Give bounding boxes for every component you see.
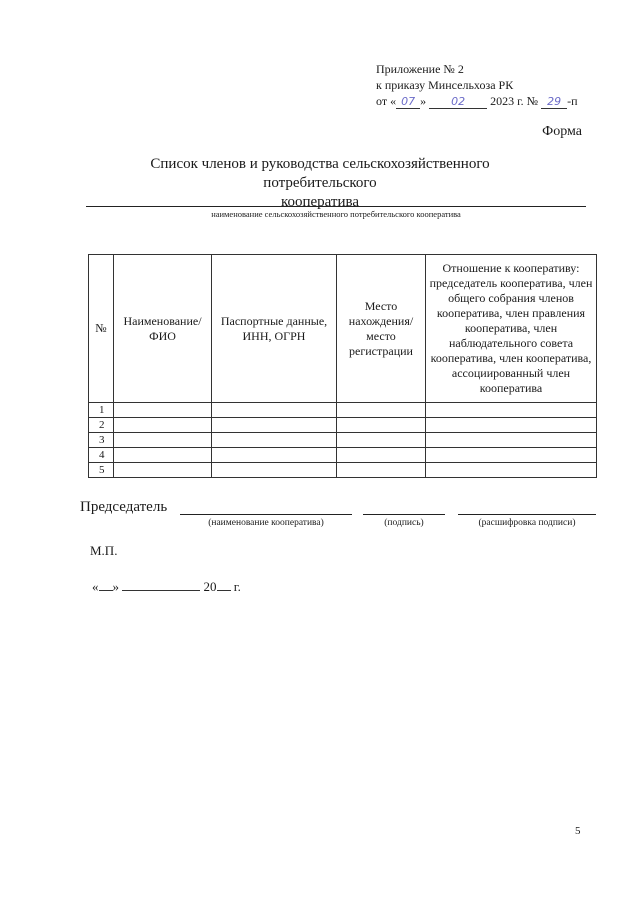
order-date-line (376, 93, 578, 109)
date-year-prefix: 20 (203, 579, 217, 594)
cell-location[interactable] (337, 433, 426, 448)
cooperative-name-caption-sig: (наименование кооператива) (208, 518, 324, 528)
cell-relation[interactable] (426, 463, 597, 478)
cell-passport[interactable] (212, 448, 337, 463)
appendix-block (376, 61, 578, 109)
table-row (89, 433, 597, 448)
page-number: 5 (575, 825, 581, 837)
table-row (89, 403, 597, 418)
table-header-row (89, 255, 597, 403)
signature-caption: (подпись) (384, 518, 424, 528)
cell-passport[interactable] (212, 463, 337, 478)
signature-field[interactable] (363, 514, 445, 515)
cell-location[interactable] (337, 403, 426, 418)
row-number: 5 (89, 463, 114, 478)
cooperative-name-field[interactable] (180, 514, 352, 515)
header-number: № (89, 255, 114, 403)
handwritten-month: 02 (429, 95, 487, 109)
title-line-2: кооператива (280, 194, 360, 210)
date-day-field[interactable] (99, 578, 113, 591)
date-quote-open: « (92, 579, 99, 594)
date-suffix: г. (233, 579, 241, 594)
cell-name[interactable] (114, 433, 212, 448)
cell-name[interactable] (114, 448, 212, 463)
cell-location[interactable] (337, 418, 426, 433)
table-row (89, 448, 597, 463)
date-line (92, 578, 241, 595)
row-number: 2 (89, 418, 114, 433)
cell-passport[interactable] (212, 403, 337, 418)
title-line-1: Список членов и руководства сельскохозяйственного потребительского (150, 156, 490, 191)
cell-relation[interactable] (426, 418, 597, 433)
cooperative-name-line (86, 206, 586, 207)
appendix-title: Приложение № 2 (376, 62, 464, 76)
chairman-label: Председатель (80, 499, 168, 515)
cell-name[interactable] (114, 463, 212, 478)
header-passport: Паспортные данные, ИНН, ОГРН (212, 255, 337, 403)
date-year-field[interactable] (217, 578, 231, 591)
members-table (88, 254, 597, 478)
date-quote-close: » (420, 94, 427, 108)
stamp-place-label: М.П. (90, 543, 118, 558)
date-open: от « (376, 94, 397, 108)
order-reference: к приказу Минсельхоза РК (376, 78, 514, 92)
date-quote-close-2: » (112, 579, 119, 594)
row-number: 4 (89, 448, 114, 463)
row-number: 3 (89, 433, 114, 448)
order-year: 2023 г. № (490, 94, 539, 108)
document-title (95, 155, 545, 212)
header-location: Место нахождения/ место регистрации (337, 255, 426, 403)
cell-location[interactable] (337, 448, 426, 463)
handwritten-order-number: 29 (541, 95, 567, 109)
handwritten-day: 07 (396, 95, 420, 109)
cell-relation[interactable] (426, 433, 597, 448)
row-number: 1 (89, 403, 114, 418)
signature-decode-field[interactable] (458, 514, 596, 515)
header-name: Наименование/ ФИО (114, 255, 212, 403)
cell-passport[interactable] (212, 418, 337, 433)
cooperative-name-caption: наименование сельскохозяйственного потребительского кооператива (211, 209, 461, 219)
form-label: Форма (542, 124, 582, 139)
table-row (89, 463, 597, 478)
cell-name[interactable] (114, 418, 212, 433)
cell-location[interactable] (337, 463, 426, 478)
cell-passport[interactable] (212, 433, 337, 448)
header-relation: Отношение к кооперативу: председатель кооператива, член общего собрания членов кооператива, член правления кооператива, член наблюдательного совета кооператива, член кооператива, ассоциированный член кооператива (426, 255, 597, 403)
table-row (89, 418, 597, 433)
cell-name[interactable] (114, 403, 212, 418)
signature-decode-caption: (расшифровка подписи) (478, 518, 576, 528)
order-suffix: -п (567, 94, 578, 108)
date-month-field[interactable] (122, 578, 200, 591)
cell-relation[interactable] (426, 403, 597, 418)
cell-relation[interactable] (426, 448, 597, 463)
